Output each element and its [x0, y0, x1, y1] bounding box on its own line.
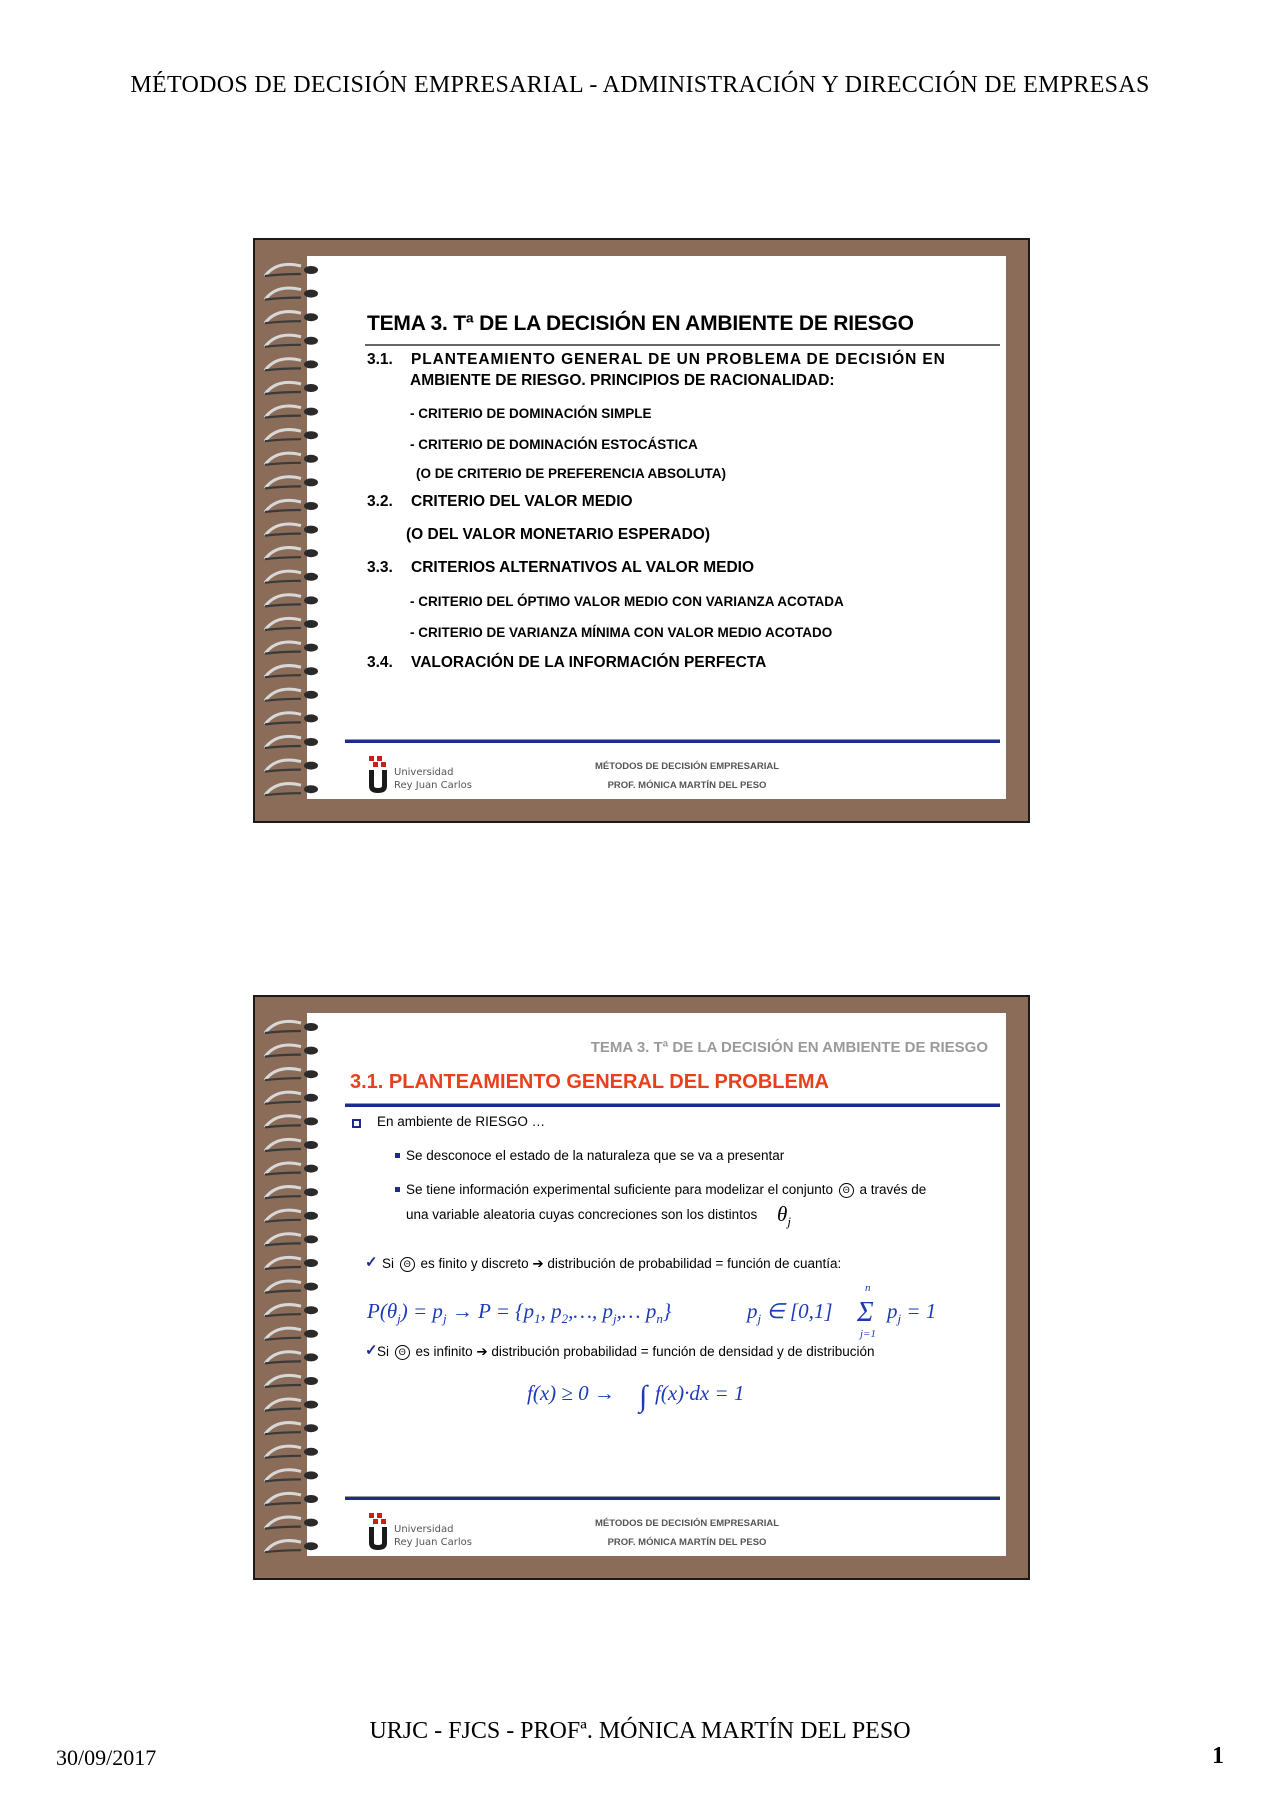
svg-text:pj = 1: $p_j = 1$ [887, 1299, 937, 1326]
urjc-emblem-icon [367, 756, 391, 794]
section-title: VALORACIÓN DE LA INFORMACIÓN PERFECTA [411, 654, 767, 671]
footer-divider [345, 739, 1000, 743]
check-1-body: es finito y discreto ➔ distribución de probabilidad = función de cuantía: [420, 1256, 842, 1271]
bullet-2-line-1 [406, 1182, 926, 1198]
square-bullet-icon [395, 1153, 400, 1158]
criterion-preferencia-absoluta: (O DE CRITERIO DE PREFERENCIA ABSOLUTA) [416, 466, 727, 481]
university-label: Universidad [394, 1524, 454, 1535]
bullet-2-text-a: Se tiene información experimental suficiente para modelizar el conjunto [406, 1182, 833, 1197]
bullet-2-text-b: a través de [859, 1182, 927, 1197]
section-3-3-heading [367, 559, 754, 577]
theta-letter: θ [777, 1202, 788, 1226]
document-header: MÉTODOS DE DECISIÓN EMPRESARIAL - ADMINISTRACIÓN Y DIRECCIÓN DE EMPRESAS [130, 72, 1150, 98]
formula-probability-mass [367, 1279, 947, 1341]
slide-1-title: TEMA 3. Tª DE LA DECISIÓN EN AMBIENTE DE RIESGO [367, 312, 914, 335]
check-2-text [377, 1344, 875, 1360]
formula-density [527, 1368, 787, 1418]
document-footer: URJC - FJCS - PROFª. MÓNICA MARTÍN DEL PESO [369, 1718, 911, 1744]
urjc-logo [367, 756, 507, 796]
university-label: Universidad [394, 767, 454, 778]
theta-j-symbol [777, 1202, 791, 1230]
slide-2-header: TEMA 3. Tª DE LA DECISIÓN EN AMBIENTE DE RIESGO [590, 1039, 988, 1056]
theta-subscript: j [787, 1214, 791, 1230]
title-divider [365, 344, 1000, 346]
svg-text:∫: ∫ [639, 1380, 648, 1413]
university-name: Rey Juan Carlos [394, 780, 473, 791]
spiral-binding-icon [261, 258, 323, 808]
section-number: 3.1. [367, 351, 393, 368]
slide-2-content [307, 1013, 1006, 1556]
section-number: 3.3. [367, 559, 393, 576]
check-1-prefix: Si [382, 1256, 395, 1271]
bullet-2-line-2: una variable aleatoria cuyas concreciones son los distintos [406, 1207, 758, 1222]
check-1-text [382, 1256, 841, 1272]
svg-text:Σ: Σ [857, 1297, 874, 1328]
intro-text: En ambiente de RIESGO … [377, 1114, 546, 1129]
slide-1 [253, 238, 1030, 823]
slide-2-title: 3.1. PLANTEAMIENTO GENERAL DEL PROBLEMA [350, 1071, 829, 1093]
professor-name: PROF. MÓNICA MARTÍN DEL PESO [607, 1537, 767, 1548]
check-icon: ✓ [365, 1342, 378, 1359]
svg-text:pj ∈ [0,1]: $p_j$ ∈ [0,1] [747, 1299, 833, 1326]
university-name: Rey Juan Carlos [394, 1537, 473, 1548]
svg-text:j=1: j=1 [860, 1328, 876, 1340]
theta-set-icon: Θ [400, 1257, 415, 1272]
criterion-dominacion-simple: - CRITERIO DE DOMINACIÓN SIMPLE [410, 406, 652, 421]
course-name: MÉTODOS DE DECISIÓN EMPRESARIAL [594, 761, 780, 772]
section-3-4-heading [367, 654, 766, 672]
urjc-logo [367, 1513, 507, 1553]
professor-name: PROF. MÓNICA MARTÍN DEL PESO [607, 780, 767, 791]
svg-text:P(θj) = pj → P = {p1, p2,…, pj: $P(\theta_j) = p_j \to P = \{p_1$, $p_2,\dots$, $p_j,\dots$ $p_n$} [367, 1299, 672, 1326]
section-number: 3.4. [367, 654, 393, 671]
theta-set-icon: Θ [395, 1345, 410, 1360]
check-2-body: es infinito ➔ distribución probabilidad = función de densidad y de distribución [415, 1344, 875, 1359]
page-number: 1 [1212, 1743, 1224, 1769]
section-title: PLANTEAMIENTO GENERAL DE UN PROBLEMA DE DECISIÓN EN [411, 351, 946, 368]
footer-divider [345, 1496, 1000, 1500]
section-3-2-subtitle: (O DEL VALOR MONETARIO ESPERADO) [406, 526, 710, 543]
title-divider [345, 1103, 1000, 1107]
slide-1-content [307, 256, 1006, 799]
criterion-optimo-valor-medio: - CRITERIO DEL ÓPTIMO VALOR MEDIO CON VARIANZA ACOTADA [410, 594, 844, 609]
spiral-binding-icon [261, 1015, 323, 1565]
svg-text:f(x) ≥ 0 →: f(x) ≥ 0 → [527, 1381, 615, 1405]
criterion-varianza-minima: - CRITERIO DE VARIANZA MÍNIMA CON VALOR MEDIO ACOTADO [410, 625, 833, 640]
section-title: CRITERIO DEL VALOR MEDIO [411, 493, 633, 510]
section-title: CRITERIOS ALTERNATIVOS AL VALOR MEDIO [411, 559, 755, 576]
section-3-2-heading [367, 493, 633, 511]
urjc-emblem-icon [367, 1513, 391, 1551]
square-bullet-icon [395, 1187, 400, 1192]
check-2-prefix: Si [377, 1344, 390, 1359]
section-number: 3.2. [367, 493, 393, 510]
theta-set-icon: Θ [839, 1183, 854, 1198]
svg-text:f(x)·dx = 1: f(x)·dx = 1 [655, 1381, 745, 1405]
svg-text:n: n [865, 1282, 871, 1294]
criterion-dominacion-estocastica: - CRITERIO DE DOMINACIÓN ESTOCÁSTICA [410, 437, 698, 452]
checkbox-bullet-icon [352, 1119, 361, 1128]
check-icon: ✓ [365, 1254, 378, 1271]
course-name: MÉTODOS DE DECISIÓN EMPRESARIAL [594, 1518, 780, 1529]
section-3-1-heading [367, 351, 946, 369]
document-date: 30/09/2017 [56, 1745, 157, 1770]
section-3-1-heading-line2: AMBIENTE DE RIESGO. PRINCIPIOS DE RACIONALIDAD: [410, 372, 835, 389]
slide-2 [253, 995, 1030, 1580]
bullet-1-text: Se desconoce el estado de la naturaleza que se va a presentar [406, 1148, 785, 1163]
